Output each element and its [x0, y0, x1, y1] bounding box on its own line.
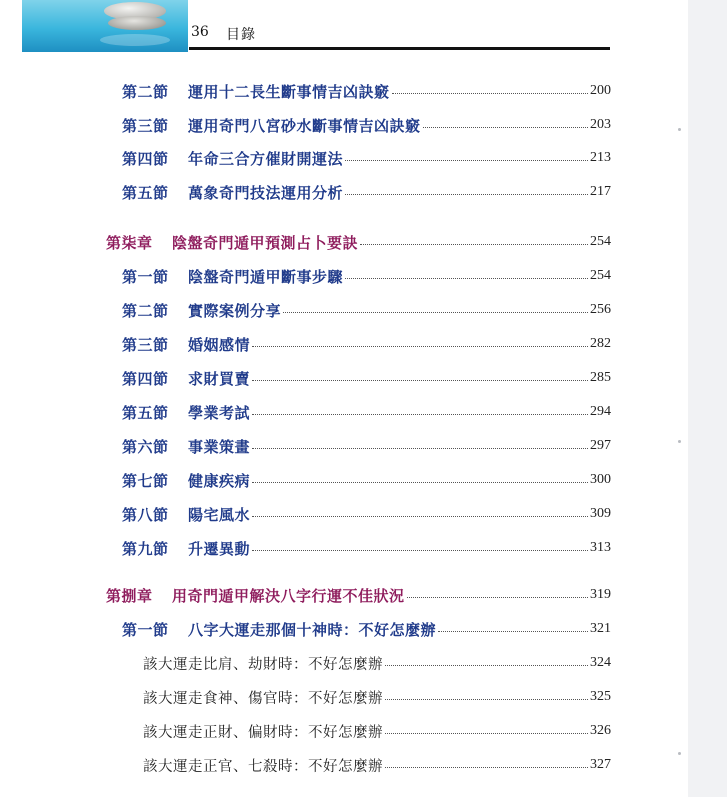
entry-label: [122, 300, 281, 321]
dot-leader: [385, 699, 588, 700]
entry-number: 第四節: [122, 149, 169, 168]
dot-leader: [345, 278, 588, 279]
toc-subitem-entry: [143, 754, 611, 776]
dot-leader: [423, 127, 588, 128]
dot-leader: [345, 194, 588, 195]
entry-number: 第三節: [122, 116, 169, 135]
entry-number: 第四節: [122, 369, 169, 388]
dot-leader: [283, 312, 588, 313]
entry-number: 第二節: [122, 301, 169, 320]
entry-page-number: 203: [590, 117, 611, 132]
entry-title: 升遷異動: [188, 539, 251, 558]
paper-speck: [678, 128, 681, 131]
toc-section-entry: [122, 401, 611, 423]
page-title: 目錄: [226, 27, 256, 43]
entry-label: [122, 334, 250, 355]
entry-number: 第三節: [122, 335, 169, 354]
entry-number: 第八節: [122, 505, 169, 524]
entry-page-number: 325: [590, 689, 611, 704]
dot-leader: [252, 482, 588, 483]
entry-label: [122, 81, 390, 102]
entry-title: 運用十二長生斷事情吉凶訣竅: [188, 82, 390, 101]
entry-page-number: 256: [590, 302, 611, 317]
toc-section-entry: [122, 618, 611, 640]
toc-chapter-entry: [106, 231, 611, 253]
header-stones-image: [22, 0, 188, 52]
entry-number: 第九節: [122, 539, 169, 558]
toc-section-entry: [122, 114, 611, 136]
dot-leader: [252, 516, 588, 517]
entry-title: 陽宅風水: [188, 505, 251, 524]
entry-label: [122, 115, 421, 136]
entry-label: [122, 182, 343, 203]
entry-page-number: 200: [590, 83, 611, 98]
entry-page-number: 282: [590, 336, 611, 351]
toc-section-entry: [122, 469, 611, 491]
entry-number: 第一節: [122, 620, 169, 639]
entry-page-number: 254: [590, 234, 611, 249]
entry-page-number: 297: [590, 438, 611, 453]
entry-page-number: 213: [590, 150, 611, 165]
entry-title: 婚姻感情: [188, 335, 251, 354]
dot-leader: [252, 550, 588, 551]
dot-leader: [385, 665, 588, 666]
stone-bottom: [108, 16, 166, 30]
toc-section-entry: [122, 299, 611, 321]
entry-number: 第七節: [122, 471, 169, 490]
toc-section-entry: [122, 503, 611, 525]
entry-title: 八字大運走那個十神時：不好怎麼辦: [188, 620, 437, 639]
entry-title: 事業策畫: [188, 437, 251, 456]
entry-title: 該大運走食神、傷官時：不好怎麼辦: [143, 690, 383, 707]
toc-section-entry: [122, 265, 611, 287]
dot-leader: [385, 733, 588, 734]
dot-leader: [407, 597, 588, 598]
toc-subitem-entry: [143, 686, 611, 708]
entry-label: [143, 653, 383, 674]
toc-section-entry: [122, 80, 611, 102]
dot-leader: [385, 767, 588, 768]
entry-title: 該大運走正官、七殺時：不好怎麼辦: [143, 758, 383, 775]
dot-leader: [252, 448, 588, 449]
dot-leader: [360, 244, 588, 245]
entry-label: [143, 687, 383, 708]
entry-title: 運用奇門八宮砂水斷事情吉凶訣竅: [188, 116, 421, 135]
entry-number: 第二節: [122, 82, 169, 101]
entry-title: 陰盤奇門遁甲斷事步驟: [188, 267, 344, 286]
entry-page-number: 254: [590, 268, 611, 283]
entry-number: 第五節: [122, 403, 169, 422]
entry-number: 第六節: [122, 437, 169, 456]
entry-label: [122, 504, 250, 525]
entry-label: [106, 232, 358, 253]
entry-title: 年命三合方催財開運法: [188, 149, 344, 168]
entry-title: 該大運走比肩、劫財時：不好怎麼辦: [143, 656, 383, 673]
entry-number: 第捌章: [106, 586, 153, 605]
toc-section-entry: [122, 333, 611, 355]
entry-page-number: 326: [590, 723, 611, 738]
toc-section-entry: [122, 537, 611, 559]
entry-page-number: 300: [590, 472, 611, 487]
entry-page-number: 321: [590, 621, 611, 636]
toc-section-entry: [122, 367, 611, 389]
toc-section-entry: [122, 147, 611, 169]
entry-page-number: 309: [590, 506, 611, 521]
entry-label: [143, 721, 383, 742]
entry-number: 第一節: [122, 267, 169, 286]
dot-leader: [438, 631, 588, 632]
header-rule: [189, 47, 610, 50]
dot-leader: [252, 414, 588, 415]
toc-section-entry: [122, 435, 611, 457]
entry-page-number: 324: [590, 655, 611, 670]
entry-page-number: 294: [590, 404, 611, 419]
entry-page-number: 217: [590, 184, 611, 199]
toc-chapter-entry: [106, 584, 611, 606]
entry-number: 第柒章: [106, 233, 153, 252]
entry-title: 該大運走正財、偏財時：不好怎麼辦: [143, 724, 383, 741]
entry-page-number: 285: [590, 370, 611, 385]
entry-title: 萬象奇門技法運用分析: [188, 183, 344, 202]
entry-page-number: 313: [590, 540, 611, 555]
entry-label: [122, 368, 250, 389]
page-number: 36: [191, 24, 209, 40]
paper-speck: [678, 752, 681, 755]
entry-label: [122, 266, 343, 287]
water-reflection: [100, 34, 170, 46]
entry-label: [122, 619, 436, 640]
dot-leader: [252, 346, 588, 347]
entry-page-number: 327: [590, 757, 611, 772]
entry-title: 求財買賣: [188, 369, 251, 388]
entry-label: [122, 470, 250, 491]
entry-number: 第五節: [122, 183, 169, 202]
entry-label: [122, 402, 250, 423]
entry-title: 學業考試: [188, 403, 251, 422]
entry-page-number: 319: [590, 587, 611, 602]
entry-label: [122, 538, 250, 559]
toc-subitem-entry: [143, 720, 611, 742]
dot-leader: [252, 380, 588, 381]
page-edge: [688, 0, 727, 797]
paper-speck: [678, 440, 681, 443]
entry-label: [122, 436, 250, 457]
dot-leader: [345, 160, 588, 161]
entry-title: 陰盤奇門遁甲預測占卜要訣: [172, 233, 359, 252]
entry-label: [106, 585, 405, 606]
toc-subitem-entry: [143, 652, 611, 674]
toc-section-entry: [122, 181, 611, 203]
entry-title: 健康疾病: [188, 471, 251, 490]
entry-title: 實際案例分享: [188, 301, 282, 320]
dot-leader: [392, 93, 588, 94]
entry-label: [143, 755, 383, 776]
entry-title: 用奇門遁甲解決八字行運不佳狀況: [172, 586, 405, 605]
entry-label: [122, 148, 343, 169]
